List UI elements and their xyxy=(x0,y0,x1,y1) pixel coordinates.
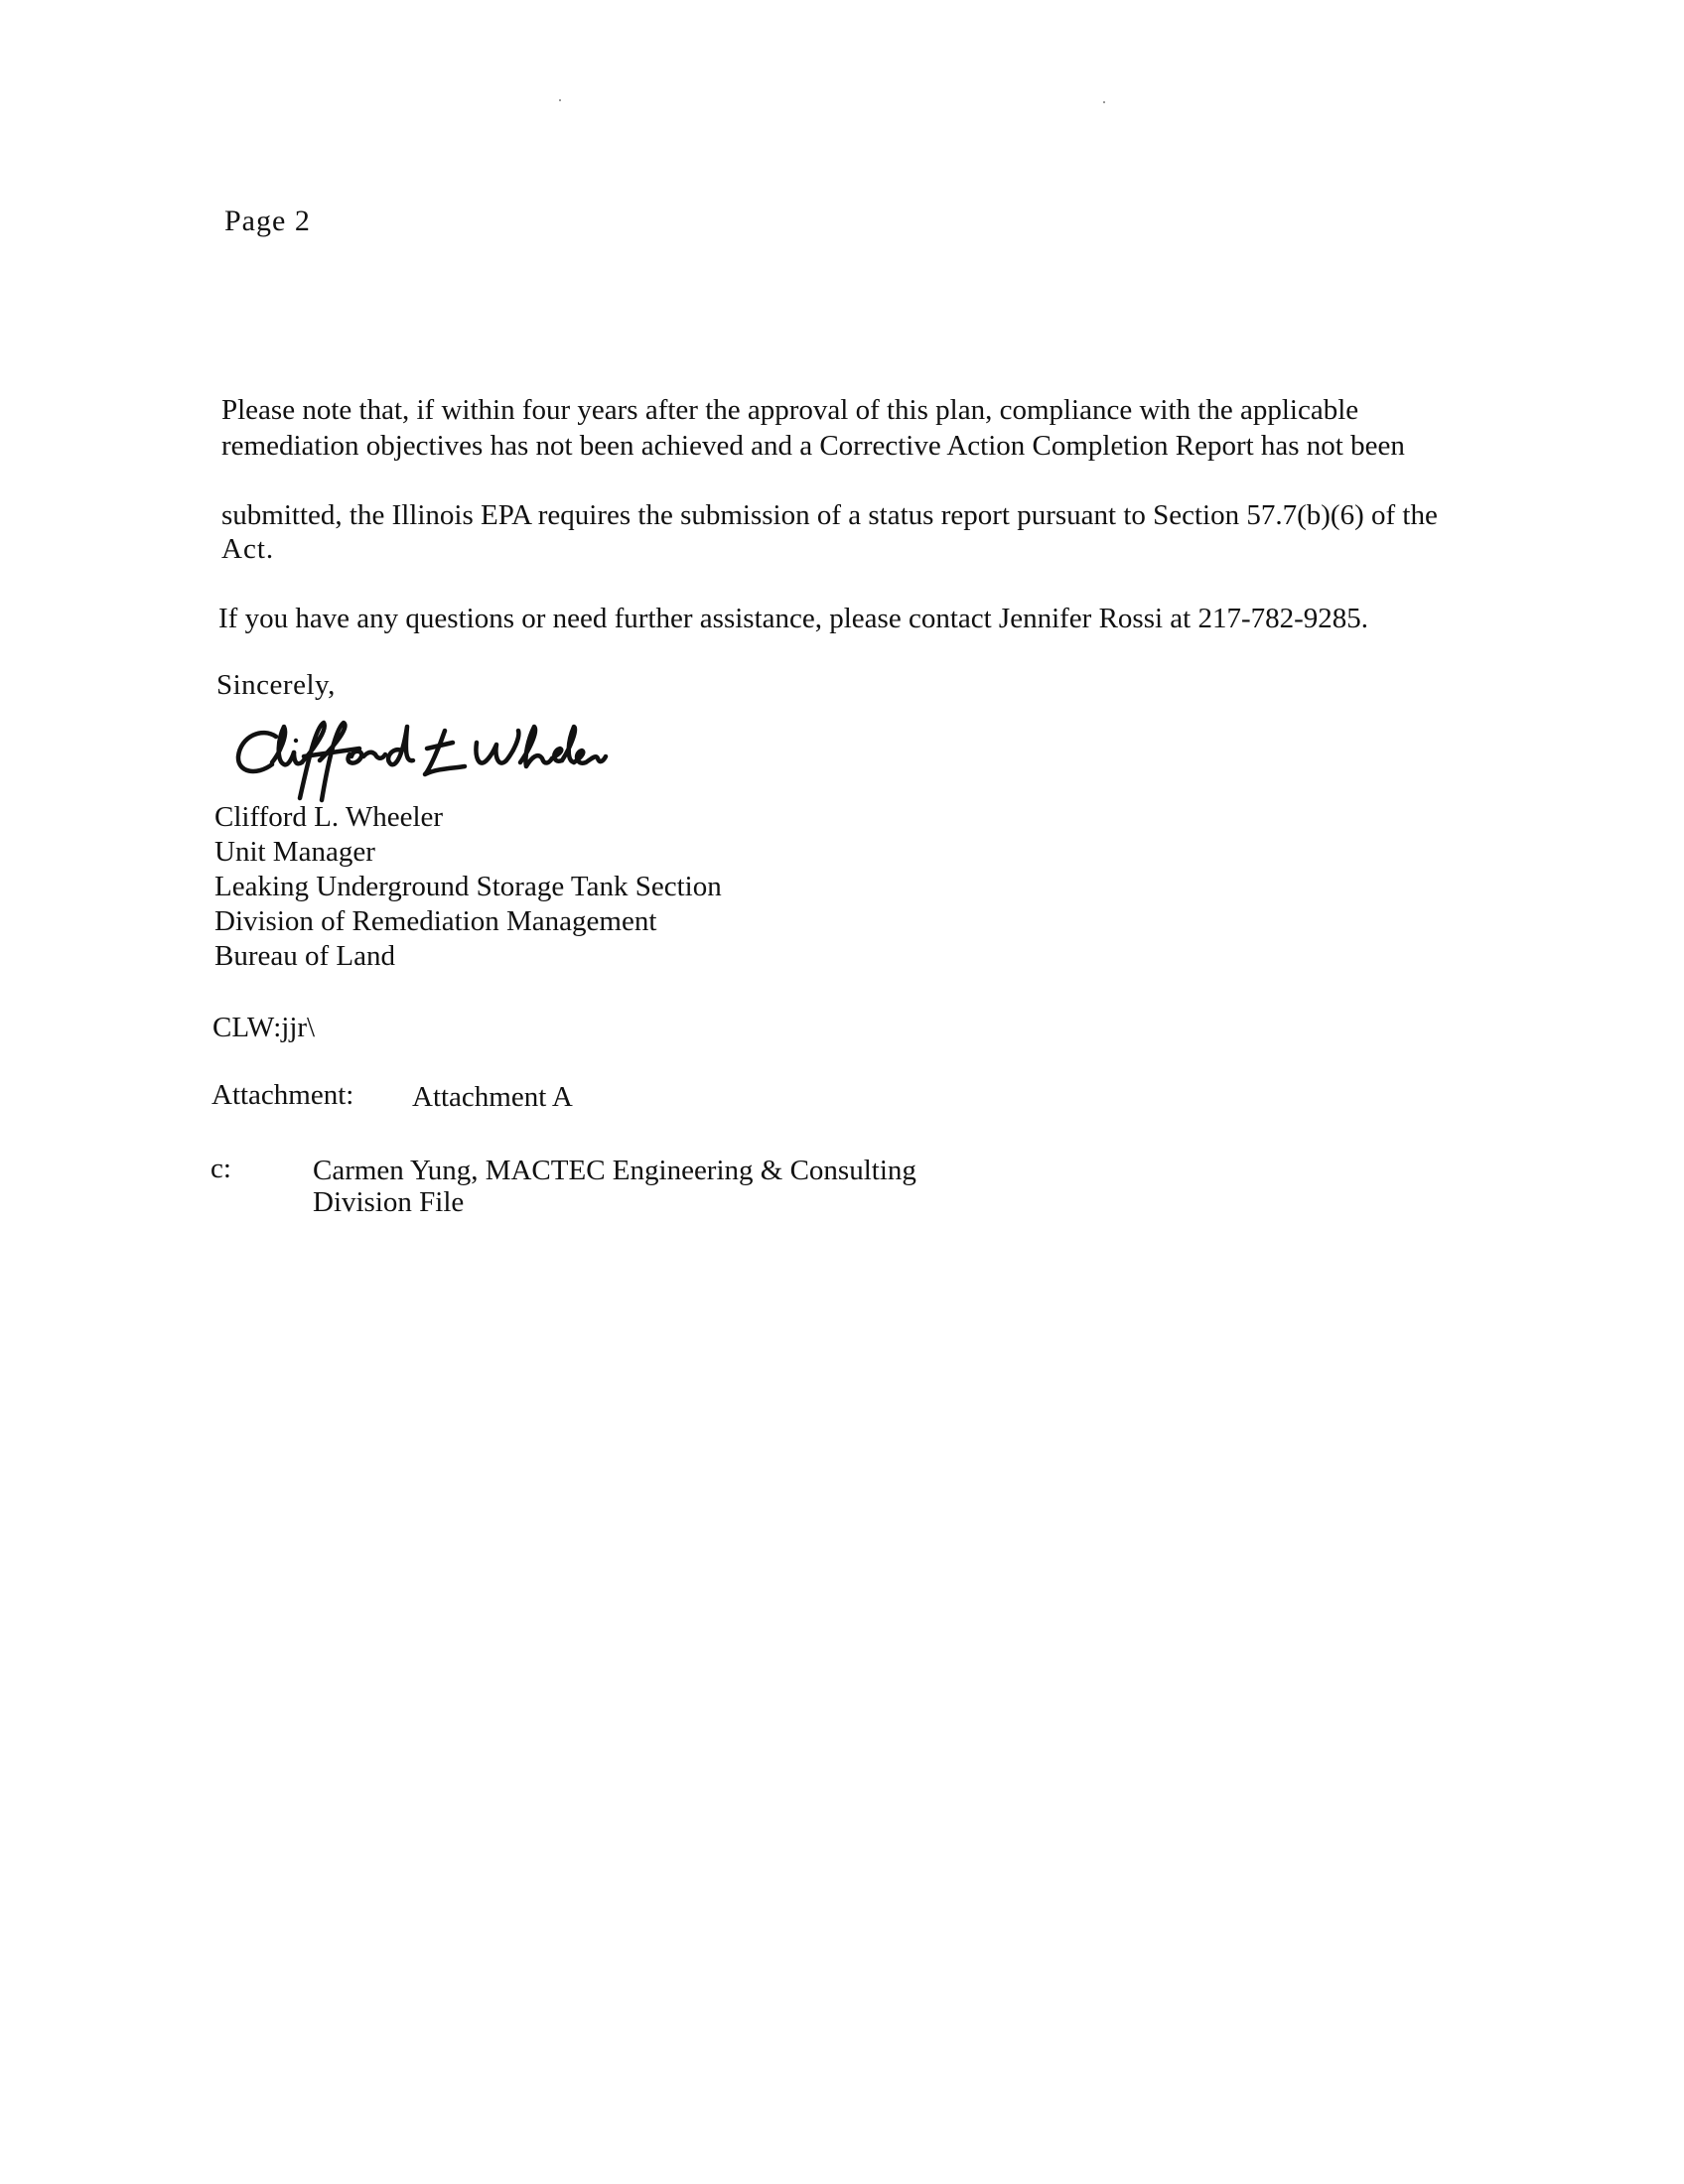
attachment-value: Attachment A xyxy=(412,1081,573,1113)
signature-block xyxy=(214,800,722,974)
paragraph-1-line-1: Please note that, if within four years after the approval of this plan, compliance with the applicable xyxy=(221,394,1359,426)
reference-initials: CLW:jjr\ xyxy=(212,1012,316,1043)
attachment-label: Attachment: xyxy=(211,1079,354,1111)
handwritten-signature xyxy=(232,713,610,804)
cc-recipient-list xyxy=(313,1154,916,1217)
signatory-title: Unit Manager xyxy=(214,836,375,868)
closing-salutation: Sincerely, xyxy=(216,669,336,701)
paragraph-1-line-2: remediation objectives has not been achieved and a Corrective Action Completion Report has not been xyxy=(221,430,1405,462)
signatory-name: Clifford L. Wheeler xyxy=(214,801,444,833)
scan-speck xyxy=(559,99,561,101)
paragraph-2-line-1: submitted, the Illinois EPA requires the submission of a status report pursuant to Section 57.7(b)(6) of the xyxy=(221,499,1438,531)
page-number: Page 2 xyxy=(224,205,311,237)
paragraph-2-line-2: Act. xyxy=(221,533,275,565)
signatory-division: Division of Remediation Management xyxy=(214,905,657,937)
cc-recipient: Carmen Yung, MACTEC Engineering & Consulting xyxy=(313,1155,916,1186)
cc-recipient: Division File xyxy=(313,1186,465,1218)
signatory-section: Leaking Underground Storage Tank Section xyxy=(214,871,722,902)
cc-label: c: xyxy=(210,1153,231,1184)
signatory-bureau: Bureau of Land xyxy=(214,940,395,972)
scan-speck xyxy=(1103,101,1105,103)
paragraph-3: If you have any questions or need further assistance, please contact Jennifer Rossi at 217-782-9285. xyxy=(218,603,1369,634)
